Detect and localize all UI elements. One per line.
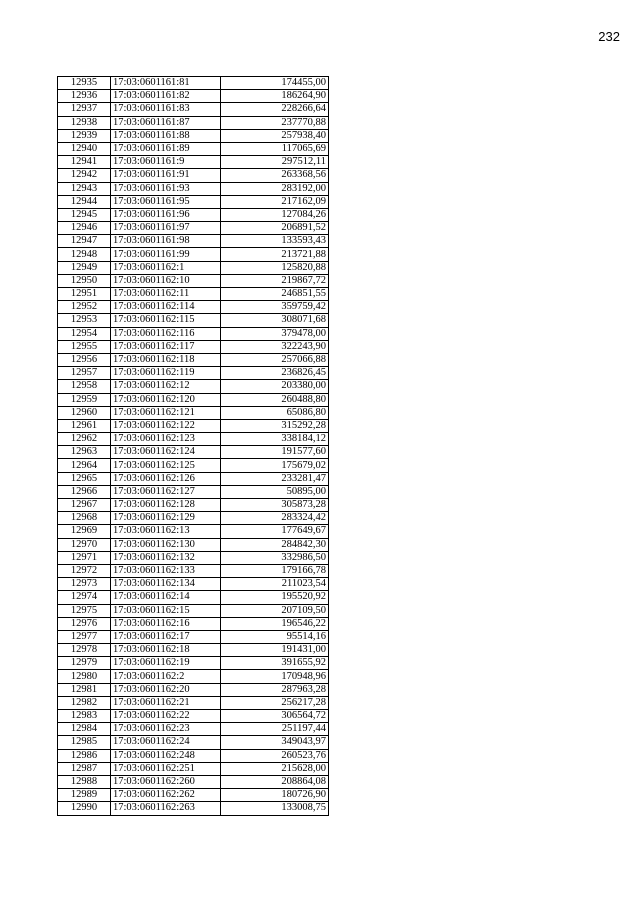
cadastral-value-cell: 195520,92: [221, 591, 329, 604]
cadastral-value-cell: 322243,90: [221, 340, 329, 353]
table-row: [58, 525, 329, 538]
cadastral-number-cell: 17:03:0601162:16: [111, 617, 221, 630]
cadastral-number-cell: 17:03:0601162:130: [111, 538, 221, 551]
cadastral-number-cell: 17:03:0601162:10: [111, 274, 221, 287]
cadastral-number-cell: 17:03:0601162:12: [111, 380, 221, 393]
table-row: [58, 630, 329, 643]
cadastral-number-cell: 17:03:0601162:21: [111, 696, 221, 709]
row-number-cell: 12965: [58, 472, 111, 485]
cadastral-number-cell: 17:03:0601162:2: [111, 670, 221, 683]
cadastral-number-cell: 17:03:0601162:1: [111, 261, 221, 274]
row-number-cell: 12939: [58, 129, 111, 142]
table-row: [58, 116, 329, 129]
cadastral-value-cell: 332986,50: [221, 551, 329, 564]
cadastral-number-cell: 17:03:0601162:122: [111, 419, 221, 432]
cadastral-value-cell: 228266,64: [221, 103, 329, 116]
table-row: [58, 538, 329, 551]
cadastral-number-cell: 17:03:0601161:87: [111, 116, 221, 129]
row-number-cell: 12980: [58, 670, 111, 683]
row-number-cell: 12948: [58, 248, 111, 261]
table-row: [58, 367, 329, 380]
table-row: [58, 604, 329, 617]
table-row: [58, 208, 329, 221]
table-row: [58, 433, 329, 446]
row-number-cell: 12971: [58, 551, 111, 564]
cadastral-value-cell: 175679,02: [221, 459, 329, 472]
cadastral-number-cell: 17:03:0601162:14: [111, 591, 221, 604]
row-number-cell: 12937: [58, 103, 111, 116]
row-number-cell: 12943: [58, 182, 111, 195]
cadastral-value-cell: 208864,08: [221, 775, 329, 788]
row-number-cell: 12973: [58, 578, 111, 591]
cadastral-number-cell: 17:03:0601161:97: [111, 222, 221, 235]
row-number-cell: 12960: [58, 406, 111, 419]
cadastral-value-cell: 338184,12: [221, 433, 329, 446]
cadastral-number-cell: 17:03:0601162:23: [111, 723, 221, 736]
row-number-cell: 12990: [58, 802, 111, 815]
table-row: [58, 736, 329, 749]
cadastral-number-cell: 17:03:0601162:13: [111, 525, 221, 538]
cadastral-value-cell: 219867,72: [221, 274, 329, 287]
cadastral-number-cell: 17:03:0601162:119: [111, 367, 221, 380]
cadastral-number-cell: 17:03:0601162:11: [111, 288, 221, 301]
row-number-cell: 12974: [58, 591, 111, 604]
cadastral-value-cell: 180726,90: [221, 789, 329, 802]
row-number-cell: 12985: [58, 736, 111, 749]
table-row: [58, 142, 329, 155]
cadastral-number-cell: 17:03:0601162:116: [111, 327, 221, 340]
cadastral-value-cell: 133593,43: [221, 235, 329, 248]
cadastral-value-cell: 177649,67: [221, 525, 329, 538]
cadastral-value-cell: 215628,00: [221, 762, 329, 775]
cadastral-value-cell: 191577,60: [221, 446, 329, 459]
table-row: [58, 617, 329, 630]
table-row: [58, 248, 329, 261]
cadastral-value-cell: 305873,28: [221, 499, 329, 512]
row-number-cell: 12967: [58, 499, 111, 512]
table-row: [58, 485, 329, 498]
table-row: [58, 710, 329, 723]
table-row: [58, 775, 329, 788]
cadastral-number-cell: 17:03:0601161:96: [111, 208, 221, 221]
table-row: [58, 182, 329, 195]
cadastral-value-cell: 287963,28: [221, 683, 329, 696]
cadastral-number-cell: 17:03:0601161:9: [111, 156, 221, 169]
row-number-cell: 12962: [58, 433, 111, 446]
row-number-cell: 12941: [58, 156, 111, 169]
cadastral-number-cell: 17:03:0601162:124: [111, 446, 221, 459]
row-number-cell: 12963: [58, 446, 111, 459]
cadastral-value-cell: 257066,88: [221, 353, 329, 366]
table-row: [58, 261, 329, 274]
cadastral-value-cell: 379478,00: [221, 327, 329, 340]
table-row: [58, 406, 329, 419]
row-number-cell: 12936: [58, 90, 111, 103]
cadastral-value-cell: 213721,88: [221, 248, 329, 261]
cadastral-value-cell: 133008,75: [221, 802, 329, 815]
row-number-cell: 12989: [58, 789, 111, 802]
cadastral-number-cell: 17:03:0601162:133: [111, 564, 221, 577]
cadastral-value-cell: 257938,40: [221, 129, 329, 142]
cadastral-value-cell: 246851,55: [221, 288, 329, 301]
table-row: [58, 77, 329, 90]
table-row: [58, 288, 329, 301]
table-row: [58, 156, 329, 169]
cadastral-number-cell: 17:03:0601161:82: [111, 90, 221, 103]
table-row: [58, 103, 329, 116]
cadastral-number-cell: 17:03:0601162:129: [111, 512, 221, 525]
cadastral-number-cell: 17:03:0601162:20: [111, 683, 221, 696]
table-row: [58, 789, 329, 802]
cadastral-number-cell: 17:03:0601162:22: [111, 710, 221, 723]
cadastral-value-cell: 186264,90: [221, 90, 329, 103]
row-number-cell: 12972: [58, 564, 111, 577]
cadastral-value-cell: 179166,78: [221, 564, 329, 577]
cadastral-value-cell: 50895,00: [221, 485, 329, 498]
table-row: [58, 340, 329, 353]
cadastral-number-cell: 17:03:0601162:24: [111, 736, 221, 749]
cadastral-value-cell: 203380,00: [221, 380, 329, 393]
cadastral-value-cell: 207109,50: [221, 604, 329, 617]
cadastral-number-cell: 17:03:0601162:248: [111, 749, 221, 762]
cadastral-value-cell: 359759,42: [221, 301, 329, 314]
row-number-cell: 12984: [58, 723, 111, 736]
cadastral-value-cell: 127084,26: [221, 208, 329, 221]
table-row: [58, 393, 329, 406]
cadastral-value-cell: 95514,16: [221, 630, 329, 643]
table-row: [58, 564, 329, 577]
row-number-cell: 12951: [58, 288, 111, 301]
cadastral-value-cell: 260523,76: [221, 749, 329, 762]
cadastral-value-cell: 237770,88: [221, 116, 329, 129]
cadastral-value-cell: 308071,68: [221, 314, 329, 327]
row-number-cell: 12968: [58, 512, 111, 525]
table-row: [58, 195, 329, 208]
table-row: [58, 169, 329, 182]
table-row: [58, 802, 329, 815]
table-row: [58, 591, 329, 604]
table-body: [58, 77, 329, 816]
page-number: 232: [598, 29, 620, 44]
cadastral-number-cell: 17:03:0601162:114: [111, 301, 221, 314]
row-number-cell: 12966: [58, 485, 111, 498]
cadastral-value-cell: 206891,52: [221, 222, 329, 235]
cadastral-value-table: [57, 76, 329, 816]
cadastral-number-cell: 17:03:0601162:134: [111, 578, 221, 591]
cadastral-number-cell: 17:03:0601161:83: [111, 103, 221, 116]
row-number-cell: 12988: [58, 775, 111, 788]
row-number-cell: 12975: [58, 604, 111, 617]
cadastral-value-cell: 174455,00: [221, 77, 329, 90]
cadastral-number-cell: 17:03:0601161:95: [111, 195, 221, 208]
cadastral-number-cell: 17:03:0601162:123: [111, 433, 221, 446]
cadastral-number-cell: 17:03:0601162:125: [111, 459, 221, 472]
table-row: [58, 129, 329, 142]
row-number-cell: 12978: [58, 644, 111, 657]
cadastral-value-cell: 284842,30: [221, 538, 329, 551]
row-number-cell: 12944: [58, 195, 111, 208]
cadastral-number-cell: 17:03:0601161:98: [111, 235, 221, 248]
row-number-cell: 12953: [58, 314, 111, 327]
table-row: [58, 353, 329, 366]
table-row: [58, 644, 329, 657]
table-row: [58, 749, 329, 762]
cadastral-number-cell: 17:03:0601161:81: [111, 77, 221, 90]
cadastral-value-cell: 196546,22: [221, 617, 329, 630]
cadastral-number-cell: 17:03:0601162:126: [111, 472, 221, 485]
table-row: [58, 551, 329, 564]
cadastral-value-cell: 263368,56: [221, 169, 329, 182]
row-number-cell: 12949: [58, 261, 111, 274]
row-number-cell: 12952: [58, 301, 111, 314]
row-number-cell: 12981: [58, 683, 111, 696]
cadastral-value-cell: 349043,97: [221, 736, 329, 749]
row-number-cell: 12935: [58, 77, 111, 90]
cadastral-value-cell: 391655,92: [221, 657, 329, 670]
cadastral-value-cell: 217162,09: [221, 195, 329, 208]
table-row: [58, 472, 329, 485]
cadastral-value-cell: 251197,44: [221, 723, 329, 736]
table-row: [58, 696, 329, 709]
cadastral-value-cell: 191431,00: [221, 644, 329, 657]
cadastral-number-cell: 17:03:0601161:88: [111, 129, 221, 142]
table-row: [58, 762, 329, 775]
row-number-cell: 12961: [58, 419, 111, 432]
cadastral-number-cell: 17:03:0601161:89: [111, 142, 221, 155]
row-number-cell: 12986: [58, 749, 111, 762]
table-row: [58, 459, 329, 472]
table-row: [58, 670, 329, 683]
cadastral-number-cell: 17:03:0601162:120: [111, 393, 221, 406]
row-number-cell: 12976: [58, 617, 111, 630]
table-row: [58, 380, 329, 393]
cadastral-value-cell: 211023,54: [221, 578, 329, 591]
cadastral-value-cell: 260488,80: [221, 393, 329, 406]
table-row: [58, 222, 329, 235]
cadastral-value-cell: 117065,69: [221, 142, 329, 155]
row-number-cell: 12938: [58, 116, 111, 129]
cadastral-value-cell: 306564,72: [221, 710, 329, 723]
row-number-cell: 12954: [58, 327, 111, 340]
cadastral-value-cell: 236826,45: [221, 367, 329, 380]
table-row: [58, 499, 329, 512]
table-row: [58, 512, 329, 525]
cadastral-number-cell: 17:03:0601162:132: [111, 551, 221, 564]
cadastral-number-cell: 17:03:0601162:117: [111, 340, 221, 353]
table-row: [58, 657, 329, 670]
cadastral-number-cell: 17:03:0601162:128: [111, 499, 221, 512]
cadastral-value-cell: 233281,47: [221, 472, 329, 485]
table-row: [58, 723, 329, 736]
cadastral-number-cell: 17:03:0601161:99: [111, 248, 221, 261]
cadastral-number-cell: 17:03:0601162:263: [111, 802, 221, 815]
cadastral-value-cell: 297512,11: [221, 156, 329, 169]
row-number-cell: 12950: [58, 274, 111, 287]
row-number-cell: 12982: [58, 696, 111, 709]
cadastral-number-cell: 17:03:0601162:115: [111, 314, 221, 327]
cadastral-number-cell: 17:03:0601162:17: [111, 630, 221, 643]
cadastral-value-cell: 65086,80: [221, 406, 329, 419]
cadastral-number-cell: 17:03:0601162:18: [111, 644, 221, 657]
cadastral-value-cell: 283324,42: [221, 512, 329, 525]
row-number-cell: 12945: [58, 208, 111, 221]
table-row: [58, 235, 329, 248]
cadastral-number-cell: 17:03:0601162:121: [111, 406, 221, 419]
row-number-cell: 12970: [58, 538, 111, 551]
cadastral-number-cell: 17:03:0601162:260: [111, 775, 221, 788]
cadastral-number-cell: 17:03:0601161:91: [111, 169, 221, 182]
row-number-cell: 12964: [58, 459, 111, 472]
table-row: [58, 683, 329, 696]
table-row: [58, 327, 329, 340]
row-number-cell: 12957: [58, 367, 111, 380]
row-number-cell: 12942: [58, 169, 111, 182]
row-number-cell: 12983: [58, 710, 111, 723]
row-number-cell: 12940: [58, 142, 111, 155]
cadastral-number-cell: 17:03:0601162:251: [111, 762, 221, 775]
row-number-cell: 12956: [58, 353, 111, 366]
cadastral-value-cell: 170948,96: [221, 670, 329, 683]
row-number-cell: 12959: [58, 393, 111, 406]
table-row: [58, 274, 329, 287]
cadastral-number-cell: 17:03:0601162:127: [111, 485, 221, 498]
table-row: [58, 446, 329, 459]
cadastral-number-cell: 17:03:0601162:118: [111, 353, 221, 366]
row-number-cell: 12947: [58, 235, 111, 248]
row-number-cell: 12958: [58, 380, 111, 393]
table-row: [58, 301, 329, 314]
cadastral-value-cell: 283192,00: [221, 182, 329, 195]
cadastral-value-cell: 125820,88: [221, 261, 329, 274]
row-number-cell: 12987: [58, 762, 111, 775]
row-number-cell: 12979: [58, 657, 111, 670]
cadastral-value-cell: 315292,28: [221, 419, 329, 432]
table-row: [58, 419, 329, 432]
row-number-cell: 12946: [58, 222, 111, 235]
cadastral-value-cell: 256217,28: [221, 696, 329, 709]
table-row: [58, 314, 329, 327]
cadastral-number-cell: 17:03:0601162:19: [111, 657, 221, 670]
table-row: [58, 90, 329, 103]
row-number-cell: 12969: [58, 525, 111, 538]
cadastral-number-cell: 17:03:0601162:262: [111, 789, 221, 802]
table-row: [58, 578, 329, 591]
row-number-cell: 12977: [58, 630, 111, 643]
cadastral-number-cell: 17:03:0601161:93: [111, 182, 221, 195]
cadastral-number-cell: 17:03:0601162:15: [111, 604, 221, 617]
row-number-cell: 12955: [58, 340, 111, 353]
